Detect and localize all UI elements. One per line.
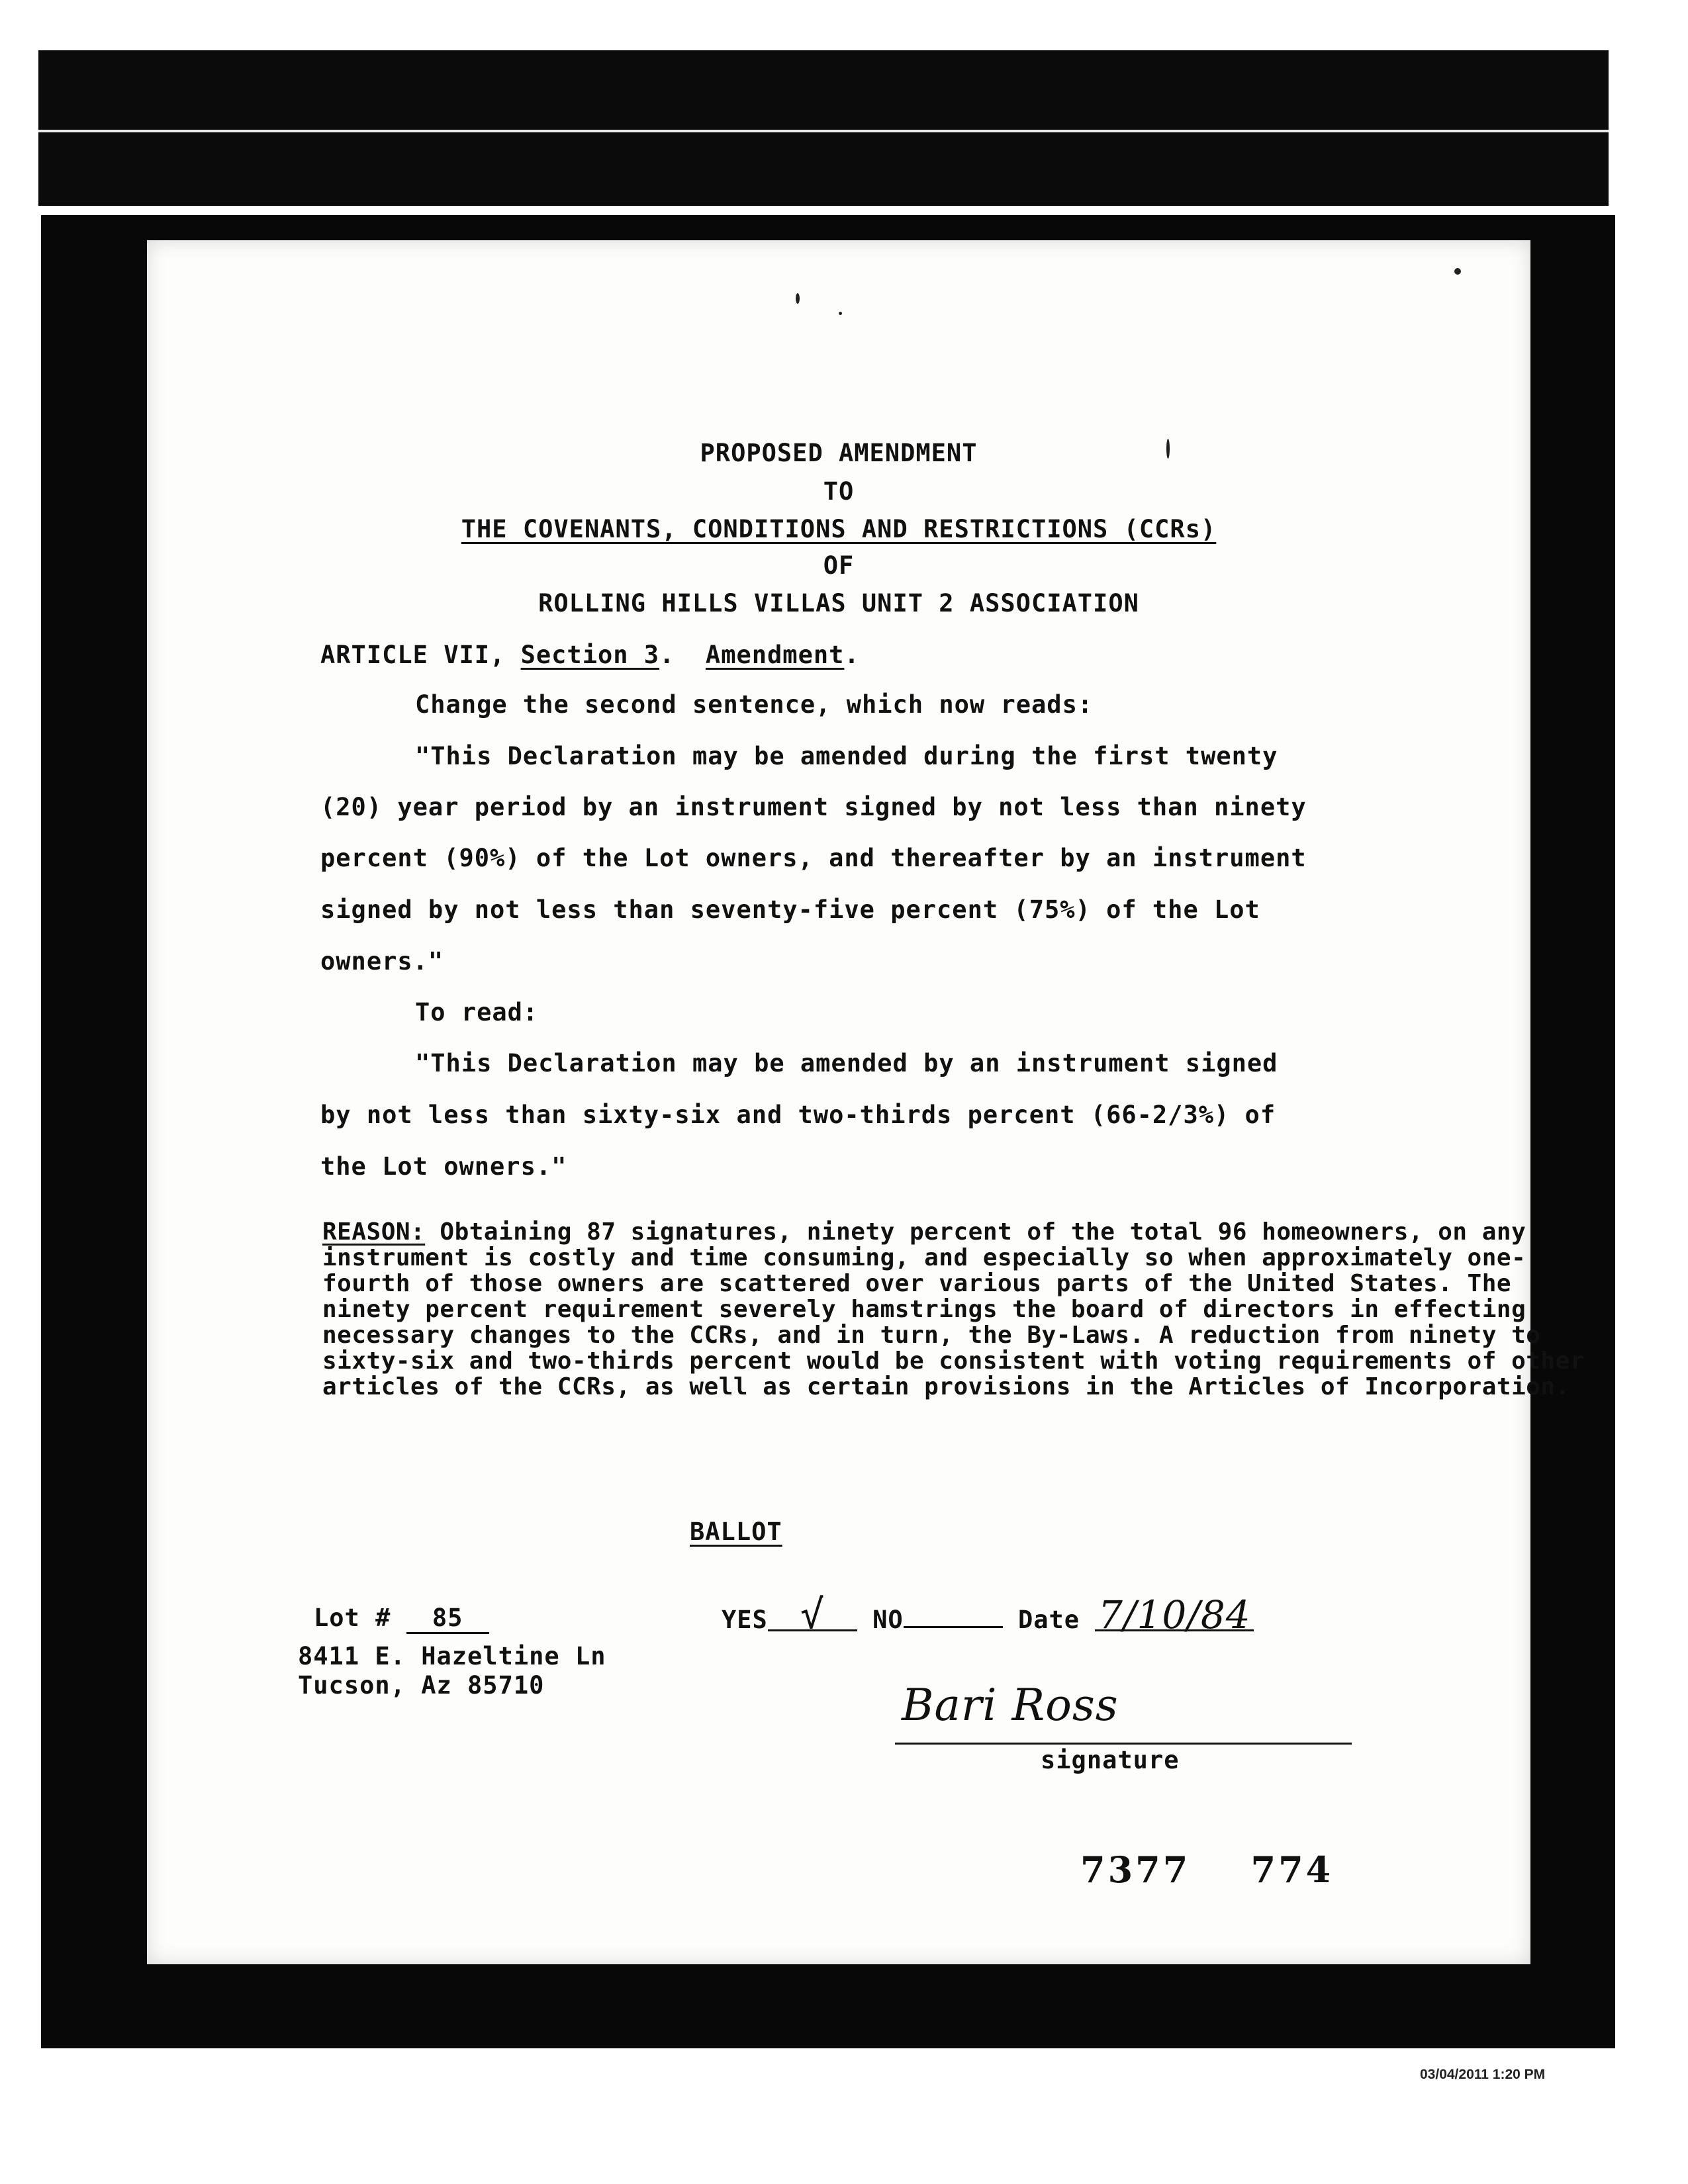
to-read-label: To read: — [415, 998, 539, 1026]
article-heading — [320, 641, 860, 669]
no-blank — [904, 1626, 1003, 1628]
current-text-line: "This Declaration may be amended during the first twenty — [415, 742, 1278, 770]
current-text-line: owners." — [320, 947, 444, 976]
lot-number-value: 85 — [406, 1604, 489, 1634]
reason-text: Obtaining 87 signatures, ninety percent of the total 96 homeowners, on any instrument is costly and time consuming, and especially so when approximately one-fourth of those owners are scattered over various parts of the United States. The ninety percent requirement severely hamstrings the board of directors in effecting necessary changes to the CCRs, and in turn, the By-Laws. A reduction from ninety to sixty-six and two-thirds percent would be consistent with voting requirements of other articles of the CCRs, as well as certain provisions in the Articles of Incorporation. — [322, 1218, 1585, 1400]
scan-timestamp: 03/04/2011 1:20 PM — [1420, 2067, 1546, 2082]
scan-frame-line — [38, 130, 1609, 132]
scan-speck — [1454, 268, 1461, 275]
document-number-b: 774 — [1250, 1848, 1334, 1891]
new-text-line: "This Declaration may be amended by an instrument signed — [415, 1049, 1278, 1077]
document-to: TO — [823, 477, 855, 506]
no-label: NO — [872, 1606, 904, 1634]
yes-checkmark: √ — [768, 1600, 857, 1631]
reason-paragraph — [322, 1219, 1613, 1400]
yes-label: YES — [722, 1606, 768, 1634]
vote-row — [722, 1592, 1254, 1638]
document-page — [147, 240, 1530, 1964]
signature-handwritten: Bari Ross — [902, 1680, 1119, 1731]
signature-line — [895, 1743, 1352, 1745]
date-value: 7/10/84 — [1095, 1600, 1254, 1631]
scan-frame-top — [38, 50, 1609, 206]
new-text-line: the Lot owners." — [320, 1152, 567, 1181]
association-name: ROLLING HILLS VILLAS UNIT 2 ASSOCIATION — [538, 589, 1139, 617]
article-section: Section 3 — [520, 641, 660, 669]
document-of: OF — [823, 551, 855, 580]
address-line-2: Tucson, Az 85710 — [298, 1671, 545, 1700]
document-title: PROPOSED AMENDMENT — [700, 439, 978, 467]
ballot-section — [690, 1518, 782, 1546]
signature-label: signature — [1041, 1746, 1180, 1774]
new-text-line: by not less than sixty-six and two-thirds percent (66-2/3%) of — [320, 1101, 1276, 1129]
article-title: Amendment — [705, 641, 845, 669]
lot-number-row — [314, 1604, 489, 1634]
article-end: . — [844, 641, 860, 669]
reason-label: REASON: — [322, 1218, 426, 1246]
scan-speck — [839, 312, 842, 315]
change-intro: Change the second sentence, which now reads: — [415, 690, 1094, 719]
current-text-line: (20) year period by an instrument signed by not less than ninety — [320, 793, 1307, 821]
document-number — [1080, 1848, 1333, 1891]
article-separator: . — [659, 641, 675, 669]
document-subject: THE COVENANTS, CONDITIONS AND RESTRICTIONS (CCRs) — [461, 515, 1217, 543]
address-line-1: 8411 E. Hazeltine Ln — [298, 1642, 606, 1670]
current-text-line: percent (90%) of the Lot owners, and thereafter by an instrument — [320, 844, 1307, 872]
article-prefix: ARTICLE VII, — [320, 641, 506, 669]
lot-label: Lot # — [314, 1604, 391, 1632]
document-number-a: 7377 — [1080, 1848, 1191, 1891]
ballot-heading: BALLOT — [690, 1518, 782, 1546]
current-text-line: signed by not less than seventy-five percent (75%) of the Lot — [320, 895, 1260, 924]
scan-speck — [796, 293, 800, 304]
date-label: Date — [1017, 1606, 1080, 1634]
